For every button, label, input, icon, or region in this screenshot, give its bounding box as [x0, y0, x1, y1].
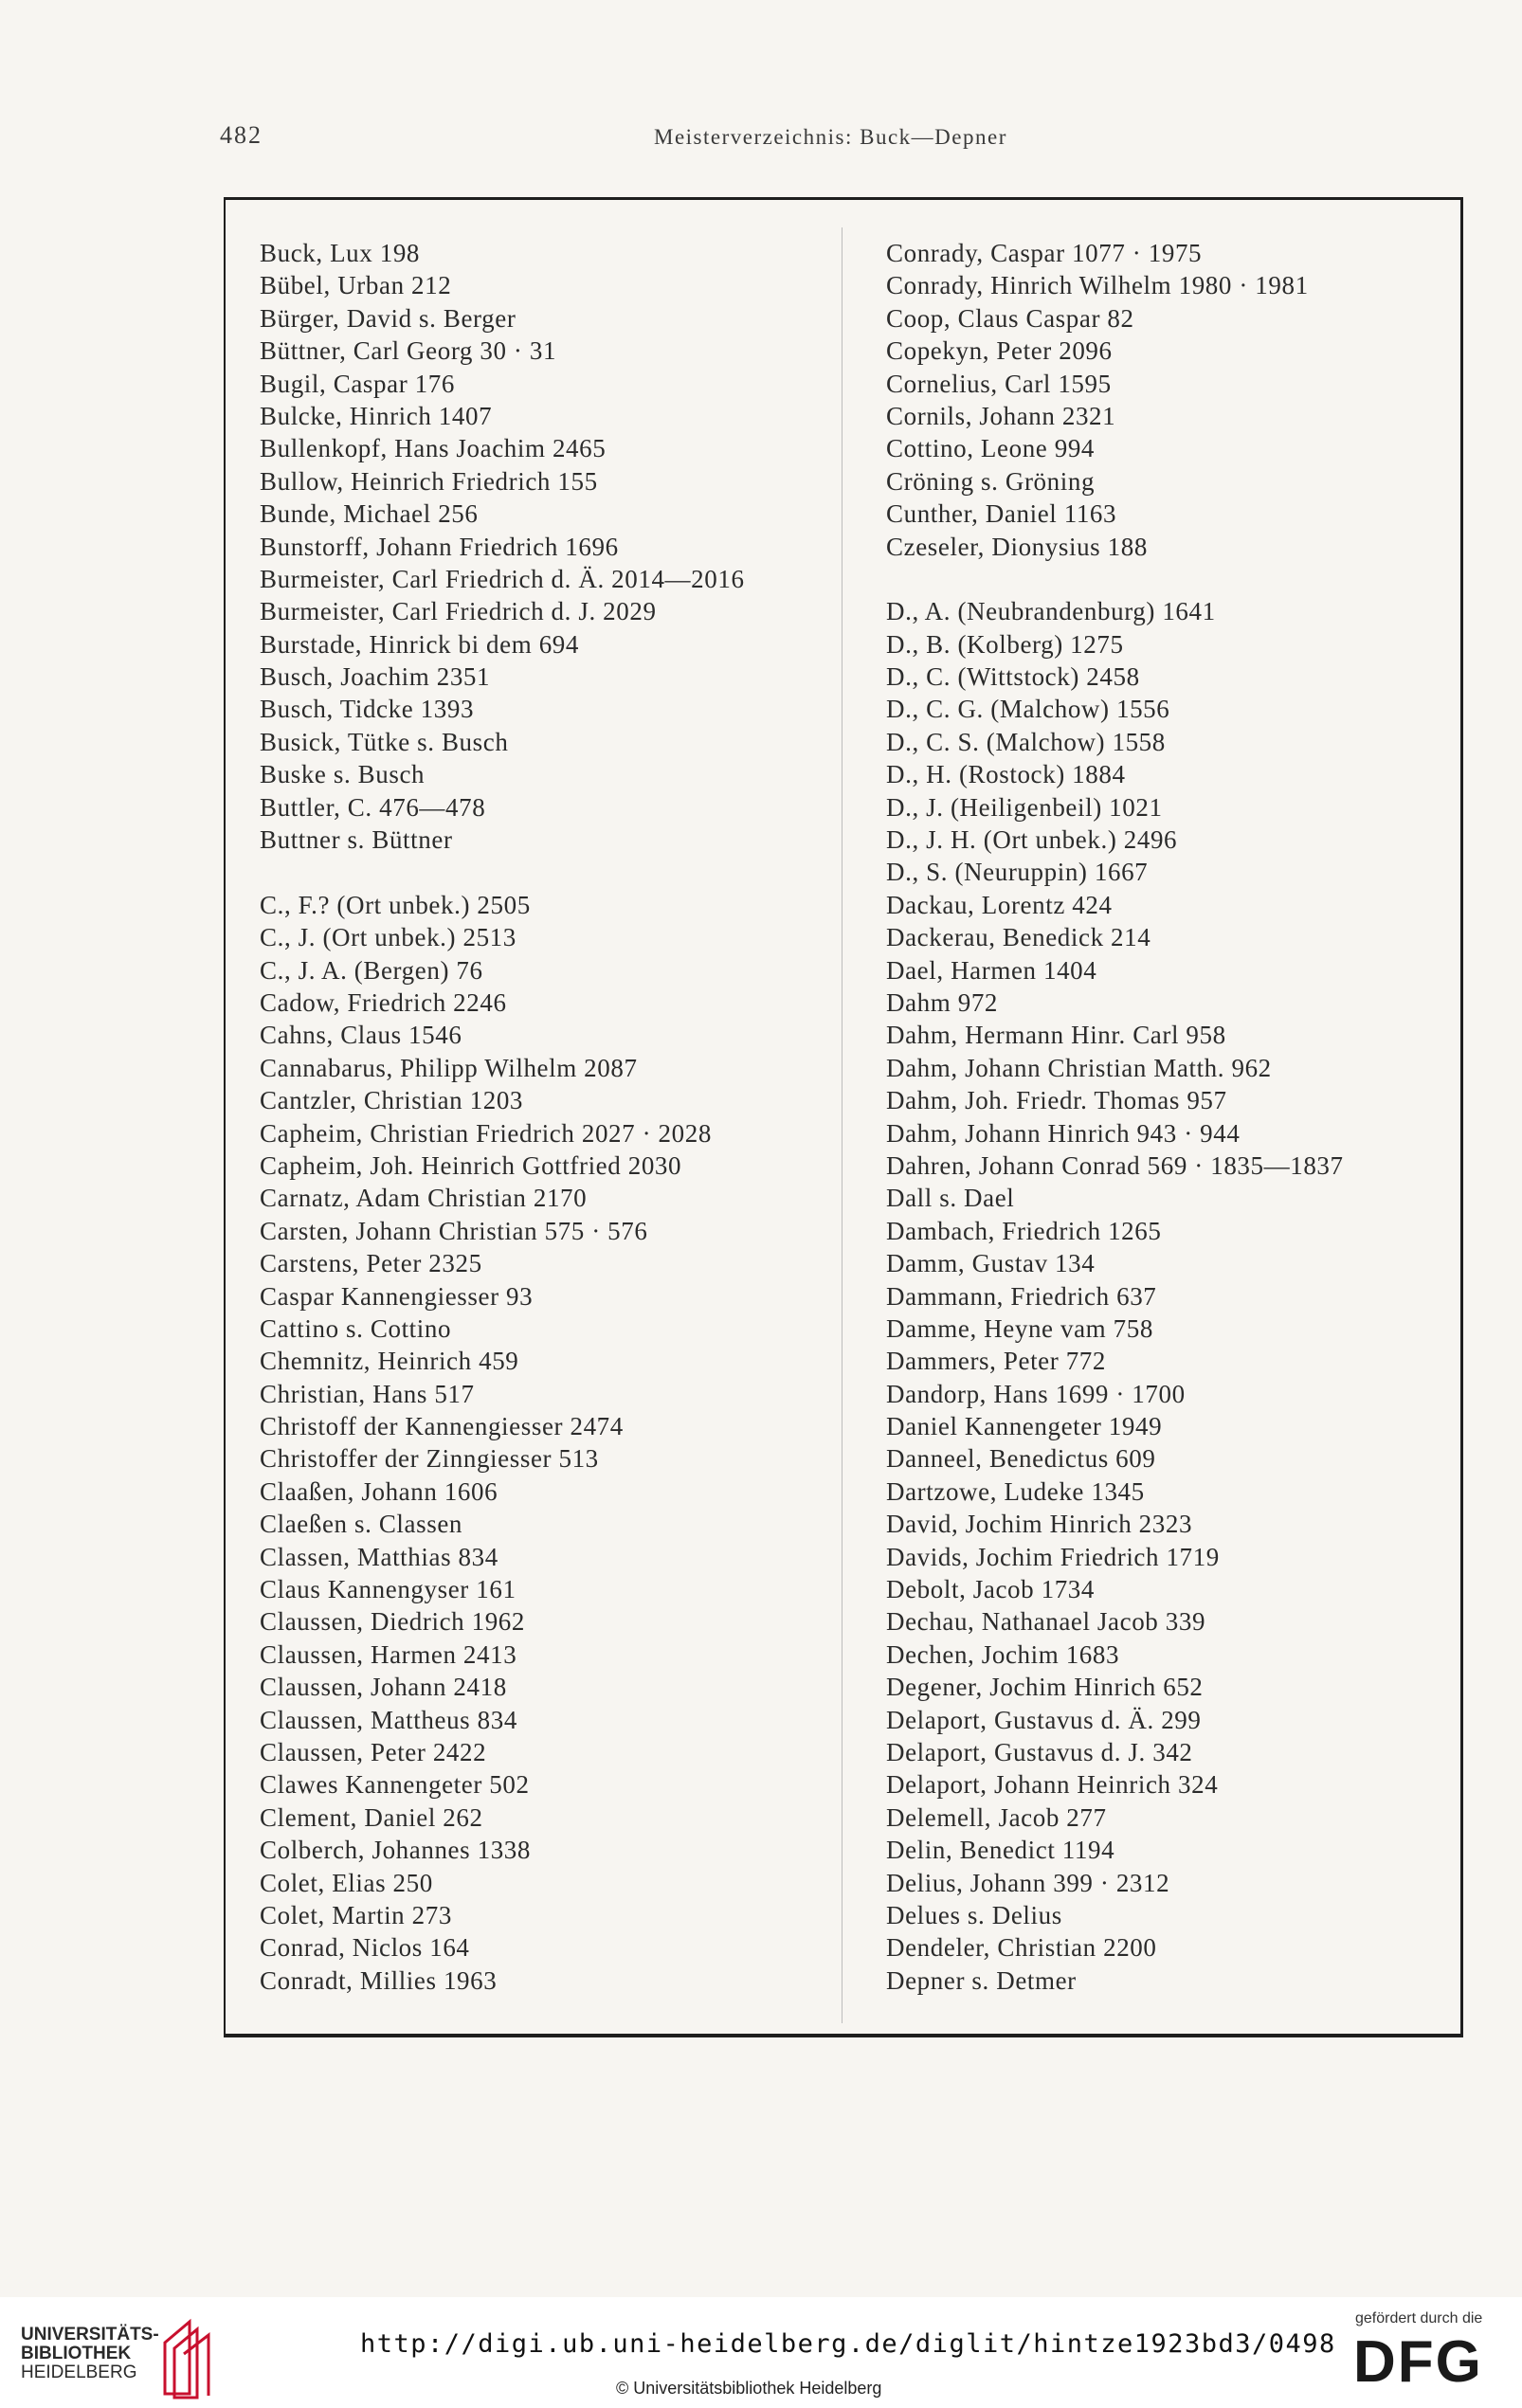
dfg-logo: DFG [1353, 2329, 1483, 2395]
index-entry: Cahns, Claus 1546 [260, 1021, 462, 1050]
index-entry: Buske s. Busch [260, 760, 426, 789]
index-entry: Dambach, Friedrich 1265 [886, 1216, 1162, 1245]
index-entry: Cornils, Johann 2321 [886, 401, 1116, 430]
index-entry: Dahm 972 [886, 987, 999, 1017]
index-entry: Conrady, Caspar 1077 · 1975 [886, 239, 1203, 267]
index-entry: Clawes Kannengeter 502 [260, 1770, 530, 1800]
index-entry: Bürger, David s. Berger [260, 303, 516, 333]
index-entry: Conradt, Millies 1963 [260, 1965, 498, 1995]
index-entry: Colet, Elias 250 [260, 1868, 433, 1897]
index-entry: Carnatz, Adam Christian 2170 [260, 1184, 588, 1213]
index-entry: Bullow, Heinrich Friedrich 155 [260, 466, 598, 496]
index-entry: Claussen, Harmen 2413 [260, 1639, 517, 1669]
index-entry: D., C. S. (Malchow) 1558 [886, 727, 1166, 756]
right-column [886, 237, 1344, 1997]
library-name-line1: UNIVERSITÄTS- [21, 2325, 159, 2345]
index-entry: Czeseler, Dionysius 188 [886, 532, 1148, 561]
index-entry: Dandorp, Hans 1699 · 1700 [886, 1379, 1186, 1408]
index-entry: Büttner, Carl Georg 30 · 31 [260, 336, 557, 366]
index-entry: Caspar Kannengiesser 93 [260, 1281, 534, 1311]
index-entry: Christoffer der Zinngiesser 513 [260, 1444, 599, 1474]
index-entry: Dall s. Dael [886, 1184, 1015, 1213]
index-entry: Dahren, Johann Conrad 569 · 1835—1837 [886, 1150, 1344, 1180]
index-entry: C., J. A. (Bergen) 76 [260, 955, 483, 985]
index-entry: David, Jochim Hinrich 2323 [886, 1510, 1193, 1539]
index-entry: Daniel Kannengeter 1949 [886, 1412, 1163, 1441]
index-entry: Dendeler, Christian 2200 [886, 1933, 1157, 1963]
index-entry: Christoff der Kannengiesser 2474 [260, 1412, 624, 1441]
index-entry: C., F.? (Ort unbek.) 2505 [260, 890, 531, 919]
index-entry: Debolt, Jacob 1734 [886, 1575, 1096, 1604]
index-entry: Colberch, Johannes 1338 [260, 1836, 532, 1865]
index-entry: Busch, Joachim 2351 [260, 662, 491, 692]
index-entry: Busch, Tidcke 1393 [260, 695, 475, 724]
index-entry: Dechau, Nathanael Jacob 339 [886, 1607, 1206, 1637]
index-entry: Clement, Daniel 262 [260, 1802, 483, 1832]
index-entry: Carsten, Johann Christian 575 · 576 [260, 1216, 648, 1245]
index-entry: Claussen, Peter 2422 [260, 1737, 487, 1766]
index-entry: Dackerau, Benedick 214 [886, 923, 1151, 952]
index-entry: Damm, Gustav 134 [886, 1249, 1096, 1278]
running-head: Meisterverzeichnis: Buck—Depner [654, 125, 1007, 149]
index-entry: Classen, Matthias 834 [260, 1542, 498, 1571]
index-entry: Bugil, Caspar 176 [260, 369, 455, 398]
index-entry: Cadow, Friedrich 2246 [260, 987, 507, 1017]
index-entry: Bübel, Urban 212 [260, 271, 452, 300]
index-entry: Delues s. Delius [886, 1900, 1062, 1929]
index-entry: Dahm, Johann Christian Matth. 962 [886, 1053, 1272, 1082]
footer-bar [0, 2297, 1522, 2408]
index-entry: Conrad, Niclos 164 [260, 1933, 470, 1963]
index-entry: Delaport, Gustavus d. J. 342 [886, 1737, 1193, 1766]
index-entry: Cröning s. Gröning [886, 466, 1096, 496]
index-entry: Capheim, Joh. Heinrich Gottfried 2030 [260, 1150, 682, 1180]
index-entry: Dammann, Friedrich 637 [886, 1281, 1157, 1311]
index-entry: Delin, Benedict 1194 [886, 1836, 1115, 1865]
index-entry: Buttler, C. 476—478 [260, 792, 486, 822]
index-entry: C., J. (Ort unbek.) 2513 [260, 923, 516, 952]
index-entry: D., H. (Rostock) 1884 [886, 760, 1126, 789]
index-entry: Dackau, Lorentz 424 [886, 890, 1113, 919]
dfg-caption: gefördert durch die [1355, 2310, 1483, 2327]
index-entry: Christian, Hans 517 [260, 1379, 475, 1408]
index-entry: Delemell, Jacob 277 [886, 1802, 1107, 1832]
index-entry: D., C. (Wittstock) 2458 [886, 662, 1140, 692]
index-entry: D., C. G. (Malchow) 1556 [886, 695, 1170, 724]
index-entry: Dahm, Johann Hinrich 943 · 944 [886, 1118, 1241, 1148]
index-entry: Burmeister, Carl Friedrich d. J. 2029 [260, 597, 657, 626]
library-name-line3: HEIDELBERG [21, 2363, 137, 2382]
index-entry: Colet, Martin 273 [260, 1900, 452, 1929]
library-logo-icon [161, 2314, 216, 2399]
index-entry: Delius, Johann 399 · 2312 [886, 1868, 1170, 1897]
index-entry: Bunstorff, Johann Friedrich 1696 [260, 532, 619, 561]
index-entry: Cunther, Daniel 1163 [886, 499, 1117, 529]
index-entry: Cattino s. Cottino [260, 1313, 452, 1343]
index-entry: Cottino, Leone 994 [886, 434, 1096, 463]
index-entry: Busick, Tütke s. Busch [260, 727, 509, 756]
index-entry: Coop, Claus Caspar 82 [886, 303, 1134, 333]
index-entry: Bunde, Michael 256 [260, 499, 479, 529]
index-entry: Buttner s. Büttner [260, 825, 453, 855]
index-entry: Buck, Lux 198 [260, 239, 421, 267]
index-entry: Delaport, Johann Heinrich 324 [886, 1770, 1219, 1800]
index-entry: Claaßen, Johann 1606 [260, 1476, 498, 1506]
index-entry: Dael, Harmen 1404 [886, 955, 1097, 985]
index-entry: Cornelius, Carl 1595 [886, 369, 1112, 398]
index-entry: Degener, Jochim Hinrich 652 [886, 1673, 1204, 1702]
index-entry: Delaport, Gustavus d. Ä. 299 [886, 1705, 1202, 1734]
index-entry: Copekyn, Peter 2096 [886, 336, 1113, 366]
index-entry: Burmeister, Carl Friedrich d. Ä. 2014—2016 [260, 564, 745, 593]
index-entry: Capheim, Christian Friedrich 2027 · 2028 [260, 1118, 712, 1148]
page-number: 482 [220, 121, 263, 149]
index-entry: Claussen, Mattheus 834 [260, 1705, 517, 1734]
index-entry: Claussen, Diedrich 1962 [260, 1607, 526, 1637]
index-entry: Dammers, Peter 772 [886, 1347, 1106, 1376]
index-entry: Bulcke, Hinrich 1407 [260, 401, 493, 430]
index-entry: Burstade, Hinrick bi dem 694 [260, 629, 579, 659]
index-entry: Depner s. Detmer [886, 1965, 1077, 1995]
index-entry: Danneel, Benedictus 609 [886, 1444, 1156, 1474]
footer-permalink[interactable]: http://digi.ub.uni-heidelberg.de/diglit/hintze1923bd3/0498 [360, 2329, 1336, 2359]
column-divider [842, 227, 843, 2023]
index-entry: D., B. (Kolberg) 1275 [886, 629, 1124, 659]
index-entry: Dartzowe, Ludeke 1345 [886, 1476, 1145, 1506]
index-entry: D., J. H. (Ort unbek.) 2496 [886, 825, 1178, 855]
index-entry: Carstens, Peter 2325 [260, 1249, 482, 1278]
footer-copyright: © Universitätsbibliothek Heidelberg [616, 2379, 882, 2398]
index-entry: D., A. (Neubrandenburg) 1641 [886, 597, 1216, 626]
library-name-line2: BIBLIOTHEK [21, 2344, 132, 2363]
library-logo-text [21, 2326, 159, 2382]
index-entry: D., S. (Neuruppin) 1667 [886, 858, 1149, 887]
left-column [260, 237, 745, 1997]
index-entry: Dahm, Joh. Friedr. Thomas 957 [886, 1086, 1227, 1115]
index-entry: Davids, Jochim Friedrich 1719 [886, 1542, 1220, 1571]
index-entry: Claus Kannengyser 161 [260, 1575, 516, 1604]
index-entry: Cantzler, Christian 1203 [260, 1086, 524, 1115]
index-entry: Bullenkopf, Hans Joachim 2465 [260, 434, 607, 463]
index-entry: Chemnitz, Heinrich 459 [260, 1347, 519, 1376]
index-entry: D., J. (Heiligenbeil) 1021 [886, 792, 1163, 822]
index-entry: Damme, Heyne vam 758 [886, 1313, 1153, 1343]
index-entry: Conrady, Hinrich Wilhelm 1980 · 1981 [886, 271, 1309, 300]
index-entry: Claussen, Johann 2418 [260, 1673, 507, 1702]
index-entry: Cannabarus, Philipp Wilhelm 2087 [260, 1053, 638, 1082]
index-entry: Dahm, Hermann Hinr. Carl 958 [886, 1021, 1226, 1050]
index-entry: Dechen, Jochim 1683 [886, 1639, 1120, 1669]
index-entry: Claeßen s. Classen [260, 1510, 463, 1539]
